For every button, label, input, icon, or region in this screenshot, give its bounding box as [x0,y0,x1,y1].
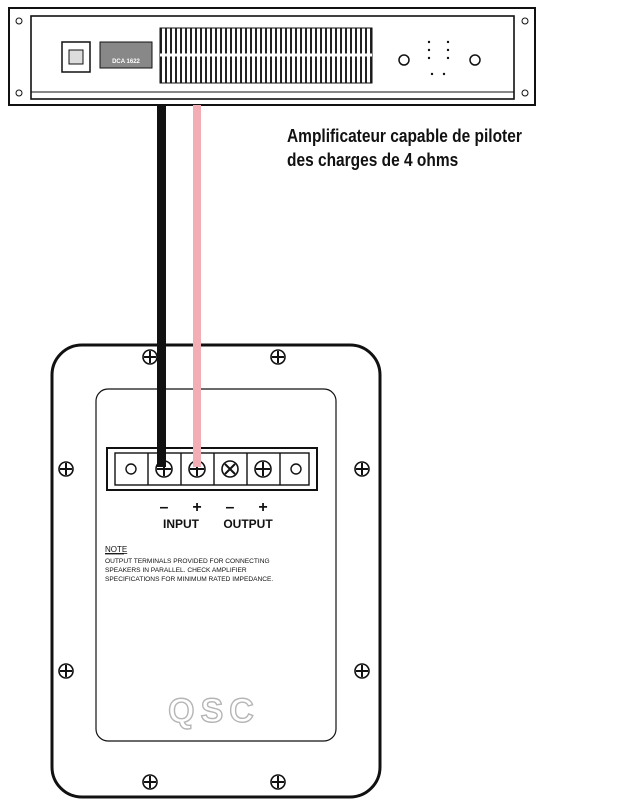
amplifier-caption-line-2: des charges de 4 ohms [287,150,459,170]
output-label: OUTPUT [223,517,273,531]
amplifier-model-text: DCA 1622 [112,59,140,65]
mounting-screw-icon [59,664,73,678]
amplifier-caption [287,124,571,172]
input-plus-sign: + [192,499,202,516]
mounting-screw-icon [59,462,73,476]
gain-knob-icon [399,55,409,65]
pink-wire [193,105,201,467]
strip-hole-icon [291,464,301,474]
speaker-inner-plate [96,389,336,741]
amplifier [9,8,535,105]
amplifier-caption-line-1: Amplificateur capable de piloter [287,126,522,146]
note-line-1: OUTPUT TERMINALS PROVIDED FOR CONNECTING [105,558,270,565]
mounting-screw-icon [271,350,285,364]
gain-knob-icon [470,55,480,65]
input-label: INPUT [163,517,199,531]
black-wire [157,105,166,467]
mounting-screw-icon [271,775,285,789]
terminal-strip [107,448,317,490]
input-minus-sign: – [159,499,169,516]
mounting-screw-icon [143,350,157,364]
output-minus-terminal-icon [222,461,238,477]
note-line-3: SPECIFICATIONS FOR MINIMUM RATED IMPEDANCE. [105,576,274,583]
mounting-screw-icon [143,775,157,789]
note-line-2: SPEAKERS IN PARALLEL. CHECK AMPLIFIER [105,567,247,574]
note-title: NOTE [105,545,128,554]
output-plus-terminal-icon [255,461,271,477]
qsc-logo: QSC [168,692,260,730]
mounting-screw-icon [355,664,369,678]
mounting-screw-icon [355,462,369,476]
output-plus-sign: + [258,499,268,516]
output-minus-sign: – [225,499,235,516]
strip-hole-icon [126,464,136,474]
speaker-panel [52,345,380,797]
power-switch-rocker [69,50,83,64]
